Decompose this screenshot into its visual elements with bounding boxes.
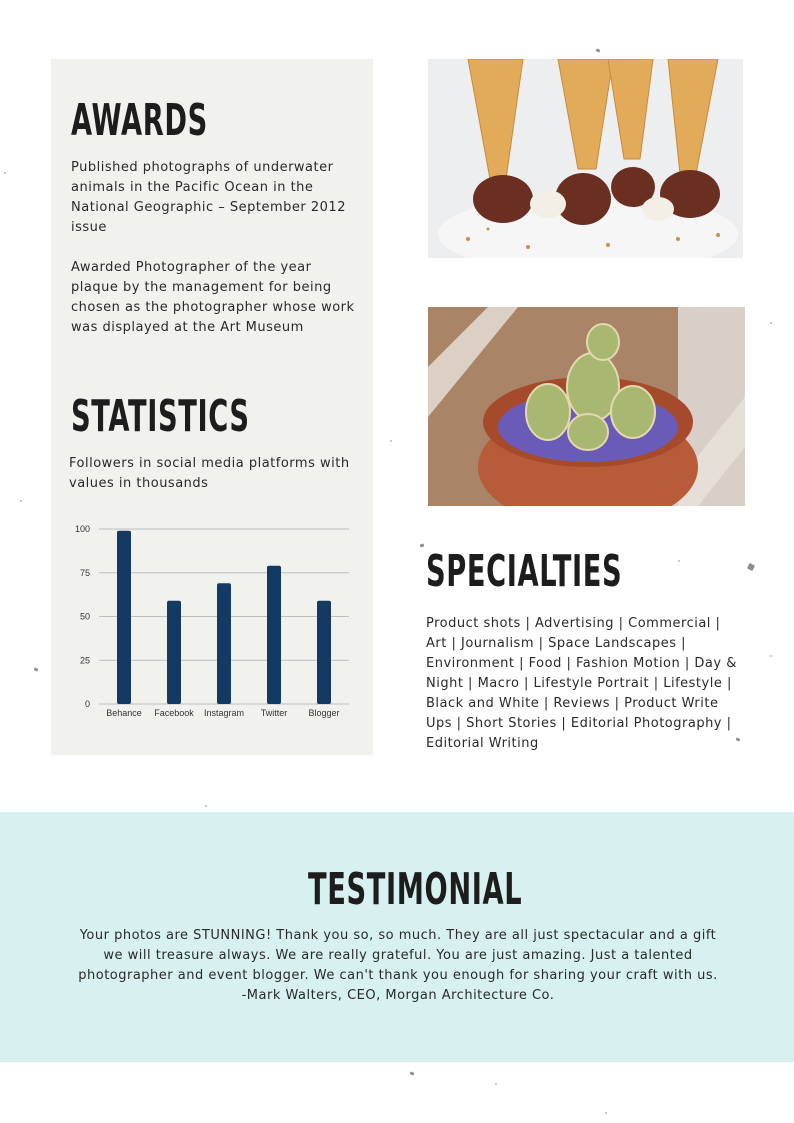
x-tick-label: Behance: [106, 708, 142, 718]
left-panel: [51, 59, 373, 755]
bar: [217, 583, 231, 704]
y-tick-label: 75: [79, 567, 90, 578]
y-tick-label: 100: [74, 524, 90, 534]
x-tick-label: Instagram: [203, 708, 245, 718]
y-tick-label: 50: [79, 611, 90, 622]
y-tick-label: 0: [84, 699, 90, 709]
statistics-heading: STATISTICS: [71, 391, 250, 442]
statistics-description: Followers in social media platforms with values in thousands: [69, 456, 350, 491]
testimonial-quote: Your photos are STUNNING! Thank you so, so much. They are all just spectacular and a gift we will treasure always. We are really grateful. You are just amazing. Just a talented photographer and event blogger. We can't thank you enough for sharing your craft with us. -Mark Walters, CEO, Morgan Architecture Co.: [78, 928, 718, 1003]
followers-bar-chart: [69, 517, 359, 727]
chart-canvas: [69, 517, 359, 727]
x-tick-label: Twitter: [260, 708, 288, 718]
testimonial-heading: TESTIMONIAL: [308, 864, 523, 915]
bar: [267, 566, 281, 704]
bar: [167, 601, 181, 704]
awards-paragraph-2: Awarded Photographer of the year plaque by the management for being chosen as the photographer whose work was displayed at the Art Museum: [71, 260, 355, 335]
ice-cream-illustration: [428, 59, 743, 258]
x-tick-label: Blogger: [308, 708, 340, 718]
bar: [117, 531, 131, 704]
y-tick-label: 25: [79, 655, 90, 666]
testimonial-section: [0, 812, 794, 1062]
specialties-list: Product shots | Advertising | Commercial | Art | Journalism | Space Landscapes | Environment | Food | Fashion Motion | Day & Night | Macro | Lifestyle Portrait | Lifestyle | Black and White | Reviews | Product Write Ups | Short Stories | Editorial Photography | Editorial Writing: [426, 616, 737, 751]
ice-cream-cones-photo: [428, 59, 743, 258]
awards-heading: AWARDS: [71, 95, 208, 146]
bar: [317, 601, 331, 704]
cactus-illustration: [428, 307, 745, 506]
specialties-heading: SPECIALTIES: [426, 546, 623, 597]
cactus-pot-photo: [428, 307, 745, 506]
awards-paragraph-1: Published photographs of underwater animals in the Pacific Ocean in the National Geographic – September 2012 issue: [71, 160, 346, 235]
x-tick-label: Facebook: [154, 708, 194, 718]
